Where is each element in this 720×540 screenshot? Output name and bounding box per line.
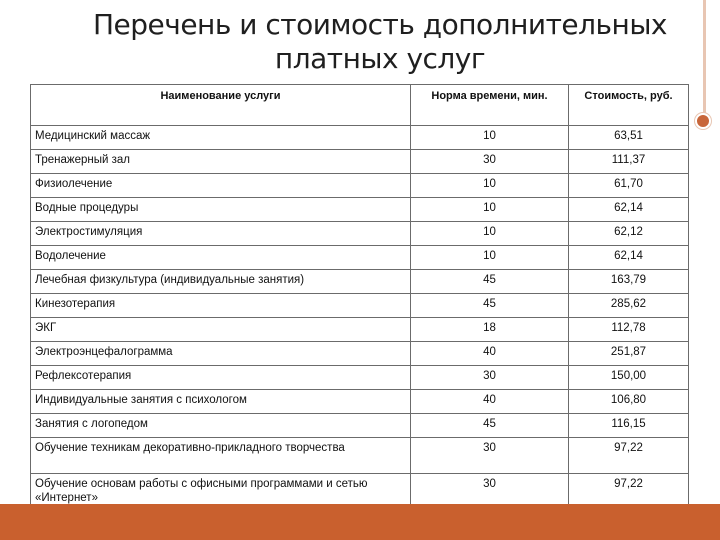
table-row: [31, 318, 689, 342]
cell-time-norm: 30: [411, 150, 569, 174]
cell-price: 97,22: [569, 474, 689, 514]
page-title-line2: платных услуг: [274, 42, 486, 75]
table-row: [31, 222, 689, 246]
header-time-norm: Норма времени, мин.: [411, 85, 569, 126]
header-service-name: Наименование услуги: [31, 85, 411, 126]
cell-price: 112,78: [569, 318, 689, 342]
cell-service-name: Водолечение: [31, 246, 411, 270]
table-row: [31, 414, 689, 438]
cell-time-norm: 45: [411, 294, 569, 318]
cell-price: 163,79: [569, 270, 689, 294]
cell-time-norm: 10: [411, 222, 569, 246]
cell-time-norm: 10: [411, 246, 569, 270]
cell-service-name: Рефлексотерапия: [31, 366, 411, 390]
table-row: [31, 150, 689, 174]
table-row: [31, 390, 689, 414]
cell-service-name: Лечебная физкультура (индивидуальные занятия): [31, 270, 411, 294]
cell-service-name: Обучение основам работы с офисными программами и сетью «Интернет»: [31, 474, 411, 514]
table-row: [31, 126, 689, 150]
bottom-accent-bar: [0, 504, 720, 540]
cell-time-norm: 10: [411, 198, 569, 222]
cell-price: 251,87: [569, 342, 689, 366]
page-title-line1: Перечень и стоимость дополнительных: [93, 8, 667, 41]
cell-price: 62,14: [569, 198, 689, 222]
cell-time-norm: 10: [411, 174, 569, 198]
cell-service-name: Физиолечение: [31, 174, 411, 198]
cell-price: 61,70: [569, 174, 689, 198]
cell-time-norm: 30: [411, 438, 569, 474]
cell-service-name: Кинезотерапия: [31, 294, 411, 318]
cell-price: 97,22: [569, 438, 689, 474]
cell-price: 62,14: [569, 246, 689, 270]
cell-price: 111,37: [569, 150, 689, 174]
cell-service-name: Водные процедуры: [31, 198, 411, 222]
cell-price: 116,15: [569, 414, 689, 438]
cell-time-norm: 30: [411, 474, 569, 514]
cell-service-name: Индивидуальные занятия с психологом: [31, 390, 411, 414]
cell-time-norm: 30: [411, 366, 569, 390]
cell-time-norm: 40: [411, 342, 569, 366]
table-row: [31, 294, 689, 318]
corner-decoration-dot: [695, 113, 711, 129]
cell-service-name: Обучение техникам декоративно-прикладного творчества: [31, 438, 411, 474]
cell-service-name: Медицинский массаж: [31, 126, 411, 150]
table-header-row: [31, 85, 689, 126]
table-row: [31, 174, 689, 198]
header-price: Стоимость, руб.: [569, 85, 689, 126]
cell-time-norm: 40: [411, 390, 569, 414]
table-row: [31, 270, 689, 294]
services-table: [30, 84, 689, 514]
table-row: [31, 366, 689, 390]
table-row: [31, 342, 689, 366]
cell-time-norm: 45: [411, 414, 569, 438]
cell-price: 106,80: [569, 390, 689, 414]
cell-service-name: Занятия с логопедом: [31, 414, 411, 438]
cell-price: 62,12: [569, 222, 689, 246]
cell-price: 285,62: [569, 294, 689, 318]
table-row: [31, 198, 689, 222]
page-title: [60, 8, 700, 76]
corner-decoration-line: [703, 0, 706, 118]
cell-service-name: ЭКГ: [31, 318, 411, 342]
cell-price: 63,51: [569, 126, 689, 150]
table-row: [31, 246, 689, 270]
cell-time-norm: 10: [411, 126, 569, 150]
cell-service-name: Электростимуляция: [31, 222, 411, 246]
cell-service-name: Электроэнцефалограмма: [31, 342, 411, 366]
cell-service-name: Тренажерный зал: [31, 150, 411, 174]
table-row: [31, 438, 689, 474]
cell-time-norm: 45: [411, 270, 569, 294]
cell-time-norm: 18: [411, 318, 569, 342]
cell-price: 150,00: [569, 366, 689, 390]
